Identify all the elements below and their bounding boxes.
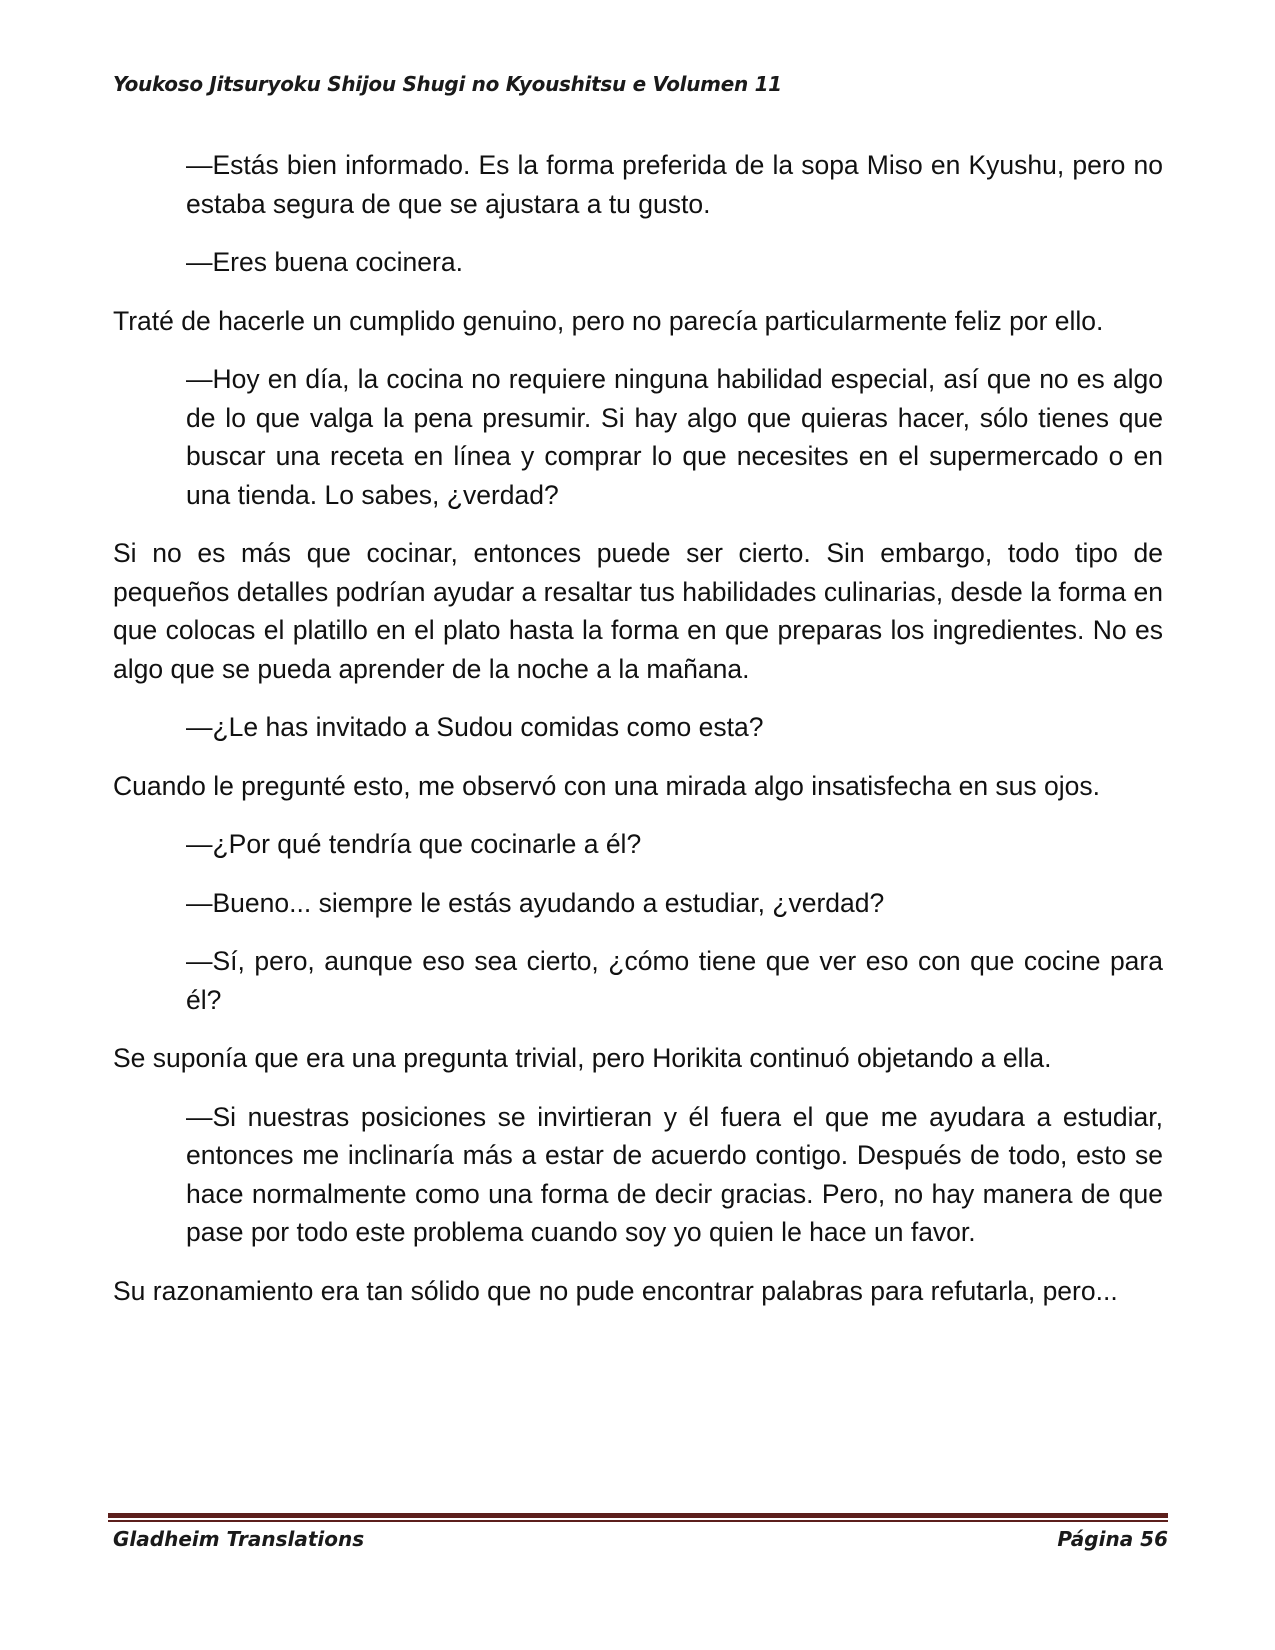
- paragraph-narration: Su razonamiento era tan sólido que no pude encontrar palabras para refutarla, pero...: [113, 1275, 1118, 1306]
- paragraph-dialog: —Sí, pero, aunque eso sea cierto, ¿cómo tiene que ver eso con que cocine para él?: [186, 946, 1163, 1015]
- footer-translator-credit: Gladheim Translations: [113, 1527, 365, 1551]
- paragraph-dialog: —¿Por qué tendría que cocinarle a él?: [186, 829, 642, 859]
- paragraph-narration: Si no es más que cocinar, entonces puede ser cierto. Sin embargo, todo tipo de pequeños detalles podrían ayudar a resaltar tus habilidades culinarias, desde la forma en que colocas el platillo en el plato hasta la forma en que preparas los ingredientes. No es algo que se pueda aprender de la noche a la mañana.: [113, 538, 1163, 684]
- paragraph-dialog: —Bueno... siempre le estás ayudando a estudiar, ¿verdad?: [186, 887, 885, 918]
- footer-divider: [108, 1513, 1168, 1522]
- document-body: [113, 146, 1163, 1330]
- paragraph-dialog: —Estás bien informado. Es la forma preferida de la sopa Miso en Kyushu, pero no estaba segura de que se ajustara a tu gusto.: [186, 150, 1163, 219]
- paragraph-dialog: —¿Le has invitado a Sudou comidas como esta?: [186, 712, 764, 742]
- paragraph-dialog: —Eres buena cocinera.: [186, 247, 463, 277]
- paragraph-dialog: —Si nuestras posiciones se invirtieran y él fuera el que me ayudara a estudiar, entonces me inclinaría más a estar de acuerdo contigo. Después de todo, esto se hace normalmente como una forma de decir gracias. Pero, no hay manera de que pase por todo este problema cuando soy yo quien le hace un favor.: [186, 1101, 1163, 1247]
- header-title: Youkoso Jitsuryoku Shijou Shugi no Kyoushitsu e Volumen 11: [113, 72, 782, 96]
- paragraph-dialog: —Hoy en día, la cocina no requiere ninguna habilidad especial, así que no es algo de lo que valga la pena presumir. Si hay algo que quieras hacer, sólo tienes que buscar una receta en línea y comprar lo que necesites en el supermercado o en una tienda. Lo sabes, ¿verdad?: [186, 364, 1163, 510]
- paragraph-narration: Traté de hacerle un cumplido genuino, pero no parecía particularmente feliz por ello.: [113, 305, 1104, 336]
- paragraph-narration: Se suponía que era una pregunta trivial, pero Horikita continuó objetando a ella.: [113, 1043, 1052, 1073]
- footer-divider-thin: [108, 1520, 1168, 1522]
- footer-divider-thick: [108, 1513, 1168, 1518]
- paragraph-narration: Cuando le pregunté esto, me observó con una mirada algo insatisfecha en sus ojos.: [113, 770, 1100, 801]
- footer-page-number: Página 56: [1057, 1527, 1168, 1551]
